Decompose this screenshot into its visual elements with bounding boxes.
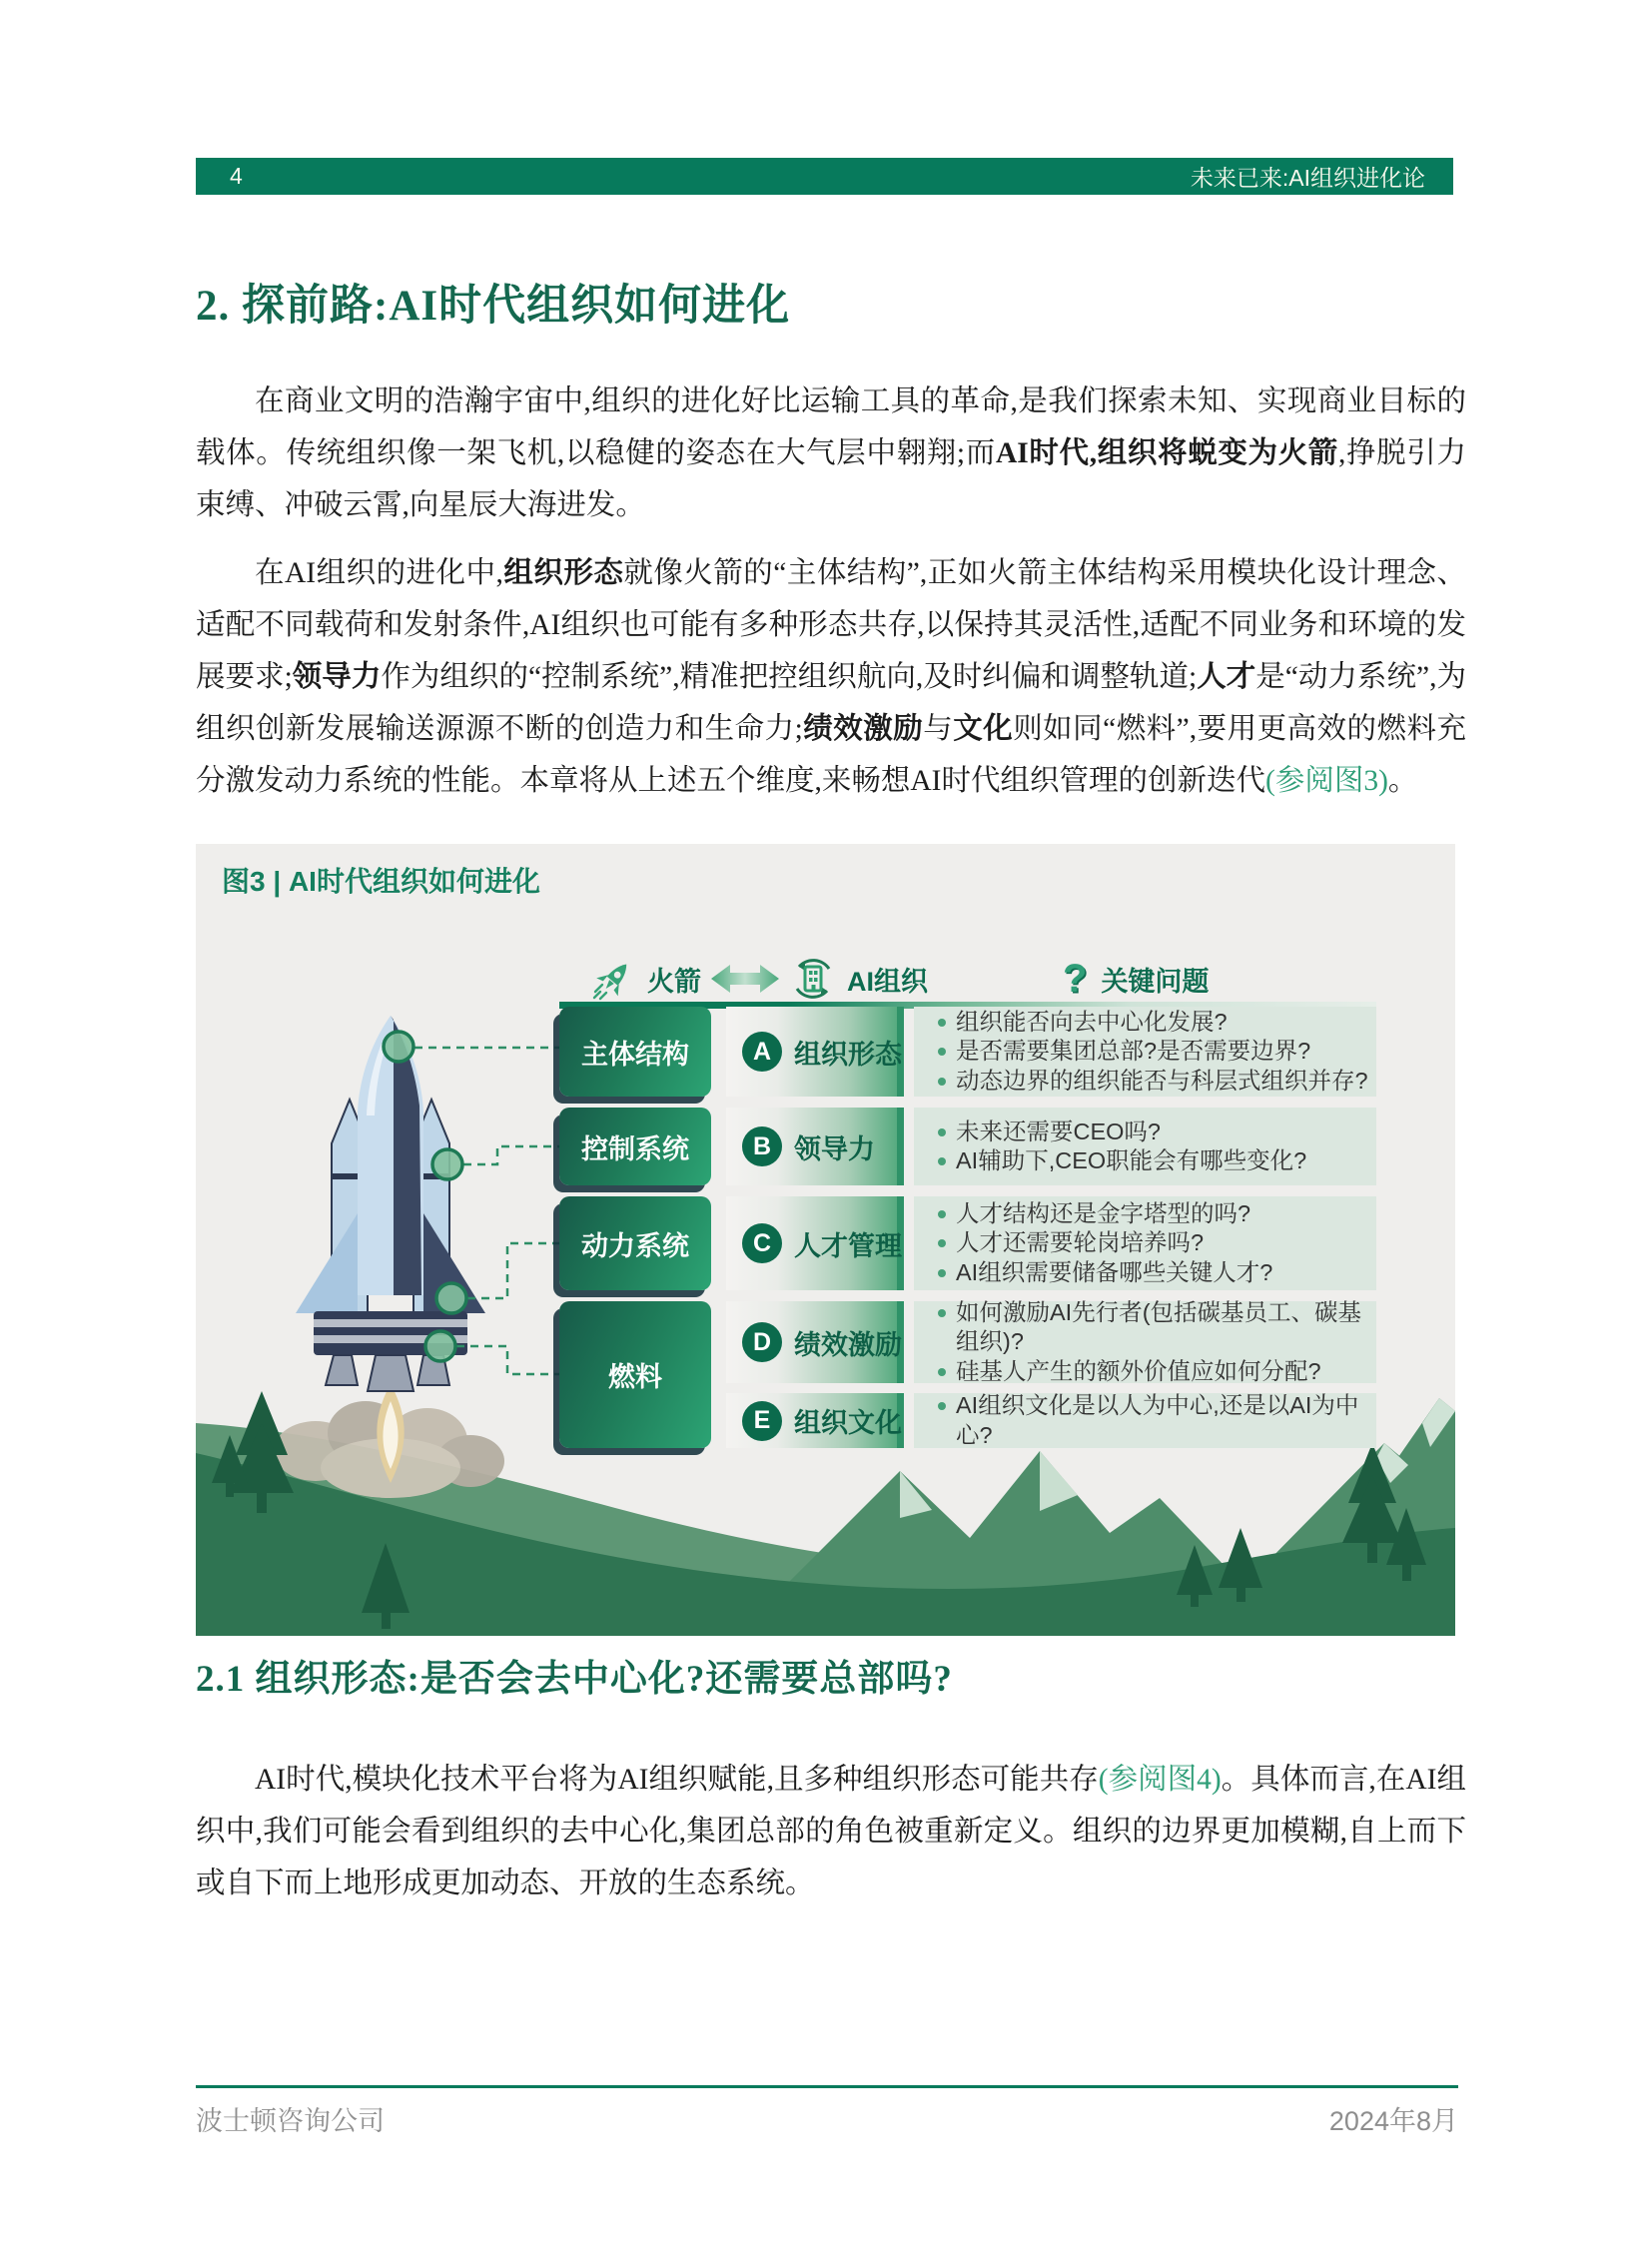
question-item [938, 1258, 1368, 1288]
bullet-icon [938, 1048, 946, 1056]
part-box-fuel: 燃料 [559, 1301, 711, 1448]
dimension-cell-d [726, 1301, 904, 1383]
figure3-reference-link[interactable]: (参阅图3) [1265, 765, 1388, 797]
legend-questions-label: 关键问题 [1101, 966, 1210, 997]
part-box-body: 主体结构 [559, 1007, 711, 1097]
bullet-icon [938, 1402, 946, 1410]
document-title: 未来已来:AI组织进化论 [1190, 165, 1425, 191]
dimension-label-b: 领导力 [794, 1133, 875, 1164]
question-mark-icon: ? [1063, 956, 1088, 1001]
p3-text-2: 。具体而言,在AI组织中,我们可能会看到组织的去中心化,集团总部的角色被重新定义。组织的边界更加模糊,自上而下或自下而上地形成更加动态、开放的生态系统。 [196, 1764, 1466, 1899]
question-item [938, 1228, 1368, 1258]
p2-bold-4: 绩效激励 [802, 713, 924, 745]
p3-text-1: AI时代,模块化技术平台将为AI组织赋能,且多种组织形态可能共存 [255, 1764, 1099, 1796]
figure-3-title: 图3 | AI时代组织如何进化 [222, 866, 540, 897]
question-text: 人才结构还是金字塔型的吗? [956, 1199, 1251, 1226]
bullet-icon [938, 1239, 946, 1247]
footer-company: 波士顿咨询公司 [196, 2106, 385, 2136]
question-item [938, 1199, 1368, 1229]
footer-date: 2024年8月 [1328, 2106, 1458, 2136]
question-item [938, 1146, 1368, 1176]
question-text: 硅基人产生的额外价值应如何分配? [956, 1357, 1321, 1384]
dimension-cell-a [726, 1007, 904, 1097]
legend-ai-org-label: AI组织 [847, 966, 928, 997]
questions-cell-c [914, 1196, 1376, 1290]
questions-cell-b [914, 1108, 1376, 1185]
question-item [938, 1008, 1368, 1038]
footer-divider [196, 2085, 1458, 2088]
question-text: AI组织需要储备哪些关键人才? [956, 1258, 1273, 1285]
paragraph-1 [196, 375, 1466, 531]
exchange-arrows-icon [711, 964, 779, 994]
bullet-icon [938, 1019, 946, 1027]
bullet-icon [938, 1078, 946, 1086]
p2-text-2: 就像火箭的“主体结构”,正如火箭主体结构采用模块化设计理念、适配不同载荷和发射条件,AI组织也可能有多种形态共存,以保持其灵活性,适配不同业务和环境的发展要求; [196, 557, 1466, 693]
p2-bold-2: 领导力 [292, 661, 382, 693]
bullet-icon [938, 1157, 946, 1165]
rocket-icon [591, 956, 637, 1002]
paragraph-3 [196, 1754, 1466, 1909]
question-item [938, 1037, 1368, 1067]
section-2-1-title: 2.1 组织形态:是否会去中心化?还需要总部吗? [196, 1659, 953, 1700]
part-box-control: 控制系统 [559, 1108, 711, 1185]
bullet-icon [938, 1128, 946, 1136]
p2-bold-3: 人才 [1197, 661, 1256, 693]
bullet-icon [938, 1269, 946, 1277]
question-item [938, 1357, 1368, 1387]
dimension-label-c: 人才管理 [794, 1230, 902, 1261]
question-text: 是否需要集团总部?是否需要边界? [956, 1038, 1311, 1065]
bullet-icon [938, 1309, 946, 1317]
question-text: 组织能否向去中心化发展? [956, 1008, 1228, 1035]
page-header-bar [196, 158, 1453, 195]
badge-e: E [742, 1401, 782, 1441]
p1-bold-1: AI时代,组织将蜕变为火箭 [995, 437, 1338, 469]
bullet-icon [938, 1210, 946, 1218]
section-2-title: 2. 探前路:AI时代组织如何进化 [196, 283, 791, 330]
p2-text-3: 作为组织的“控制系统”,精准把控组织航向,及时纠偏和调整轨道; [381, 661, 1198, 693]
dimension-cell-e [726, 1393, 904, 1448]
figure-3-panel [196, 844, 1455, 1636]
p2-text-7: 。 [1387, 765, 1418, 797]
page-number: 4 [230, 163, 243, 189]
question-text: 人才还需要轮岗培养吗? [956, 1229, 1205, 1256]
rocket-graphic [296, 1016, 485, 1391]
legend-rocket-label: 火箭 [647, 966, 701, 997]
dimension-label-d: 绩效激励 [794, 1329, 902, 1360]
figure4-reference-link[interactable]: (参阅图4) [1098, 1764, 1222, 1796]
p1-text-2: ,挣脱引力束缚、冲破云霄,向星辰大海进发。 [196, 437, 1466, 521]
p2-text-5: 与 [923, 713, 954, 745]
p2-text-1: 在AI组织的进化中, [255, 557, 503, 589]
figure-legend-questions [1063, 956, 1209, 1002]
p1-text-1: 在商业文明的浩瀚宇宙中,组织的进化好比运输工具的革命,是我们探索未知、实现商业目标的载体。传统组织像一架飞机,以稳健的姿态在大气层中翱翔;而 [196, 385, 1466, 469]
part-box-power: 动力系统 [559, 1196, 711, 1290]
p2-bold-5: 文化 [953, 713, 1014, 745]
questions-cell-d [914, 1298, 1376, 1384]
question-item [938, 1391, 1368, 1450]
dimension-cell-b [726, 1108, 904, 1185]
badge-d: D [742, 1322, 782, 1362]
badge-b: B [742, 1126, 782, 1166]
ai-organization-icon [789, 955, 837, 1003]
bullet-icon [938, 1368, 946, 1376]
question-text: 未来还需要CEO吗? [956, 1118, 1161, 1144]
badge-a: A [742, 1032, 782, 1072]
question-item [938, 1298, 1368, 1357]
question-text: AI辅助下,CEO职能会有哪些变化? [956, 1147, 1307, 1173]
paragraph-2 [196, 547, 1466, 807]
p2-text-4: 是“动力系统”,为组织创新发展输送源源不断的创造力和生命力; [196, 661, 1466, 745]
dimension-label-e: 组织文化 [794, 1408, 902, 1438]
question-text: 动态边界的组织能否与科层式组织并存? [956, 1067, 1368, 1094]
p2-text-6: 则如同“燃料”,要用更高效的燃料充分激发动力系统的性能。本章将从上述五个维度,来畅想AI时代组织管理的创新迭代 [196, 713, 1466, 797]
question-text: AI组织文化是以人为中心,还是以AI为中心? [956, 1392, 1359, 1448]
question-item [938, 1118, 1368, 1147]
dimension-label-a: 组织形态 [794, 1039, 902, 1070]
p2-bold-1: 组织形态 [502, 557, 624, 589]
question-item [938, 1067, 1368, 1097]
questions-cell-e [914, 1393, 1376, 1448]
page-footer [196, 2099, 1458, 2138]
figure-legend-left [591, 956, 928, 1002]
dimension-cell-c [726, 1196, 904, 1290]
question-text: 如何激励AI先行者(包括碳基员工、碳基组织)? [956, 1298, 1362, 1355]
questions-cell-a [914, 1007, 1376, 1097]
badge-c: C [742, 1223, 782, 1263]
